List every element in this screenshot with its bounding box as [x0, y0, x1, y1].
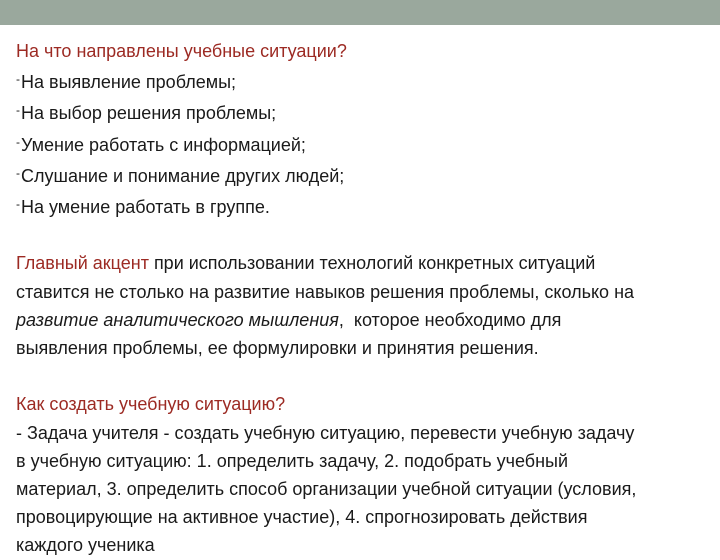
- section-heading-goals: На что направлены учебные ситуации?: [16, 41, 347, 61]
- bullet-marker: -: [16, 72, 20, 87]
- bullet-marker: -: [16, 197, 20, 212]
- paragraph-line: [16, 249, 706, 277]
- bullet-marker: -: [16, 103, 20, 118]
- bullet-text: Умение работать с информацией;: [21, 134, 306, 155]
- paragraph-line: - Задача учителя - создать учебную ситуацию, перевести учебную задачу: [16, 422, 635, 443]
- paragraph-line: в учебную ситуацию: 1. определить задачу, 2. подобрать учебный: [16, 450, 569, 471]
- paragraph-gap: [16, 362, 706, 390]
- bullet-text: Слушание и понимание других людей;: [21, 165, 345, 186]
- slide-header-bar: [0, 0, 720, 25]
- paragraph-line: ставится не столько на развитие навыков решения проблемы, сколько на: [16, 281, 635, 302]
- bullet-marker: -: [16, 134, 20, 149]
- paragraph-line: выявления проблемы, ее формулировки и принятия решения.: [16, 338, 539, 359]
- bullet-marker: -: [16, 165, 20, 180]
- teacher-task-paragraph: [16, 419, 706, 560]
- paragraph-line: материал, 3. определить способ организации учебной ситуации (условия,: [16, 479, 637, 500]
- accent-phrase: Главный акцент: [16, 253, 149, 274]
- paragraph-text: при использовании технологий конкретных ситуаций: [148, 253, 596, 274]
- paragraph-text: , которое необходимо для: [338, 309, 562, 330]
- section-heading-how-to: Как создать учебную ситуацию?: [16, 394, 286, 415]
- paragraph-line: [16, 306, 706, 334]
- slide-content: [16, 37, 706, 560]
- bullet-item: [16, 128, 706, 159]
- paragraph-gap: [16, 221, 706, 249]
- bullet-item: [16, 159, 706, 190]
- paragraph-line: провоцирующие на активное участие), 4. спрогнозировать действия: [16, 507, 588, 528]
- bullet-text: На выбор решения проблемы;: [21, 103, 277, 124]
- bullet-text: На умение работать в группе.: [21, 197, 270, 218]
- bullet-item: [16, 65, 706, 96]
- bullet-item: [16, 96, 706, 127]
- main-accent-paragraph: [16, 249, 706, 362]
- bullet-item: [16, 190, 706, 221]
- bullet-text: На выявление проблемы;: [21, 72, 237, 93]
- paragraph-line: каждого ученика: [16, 535, 155, 556]
- emphasis-phrase: развитие аналитического мышления: [16, 309, 339, 330]
